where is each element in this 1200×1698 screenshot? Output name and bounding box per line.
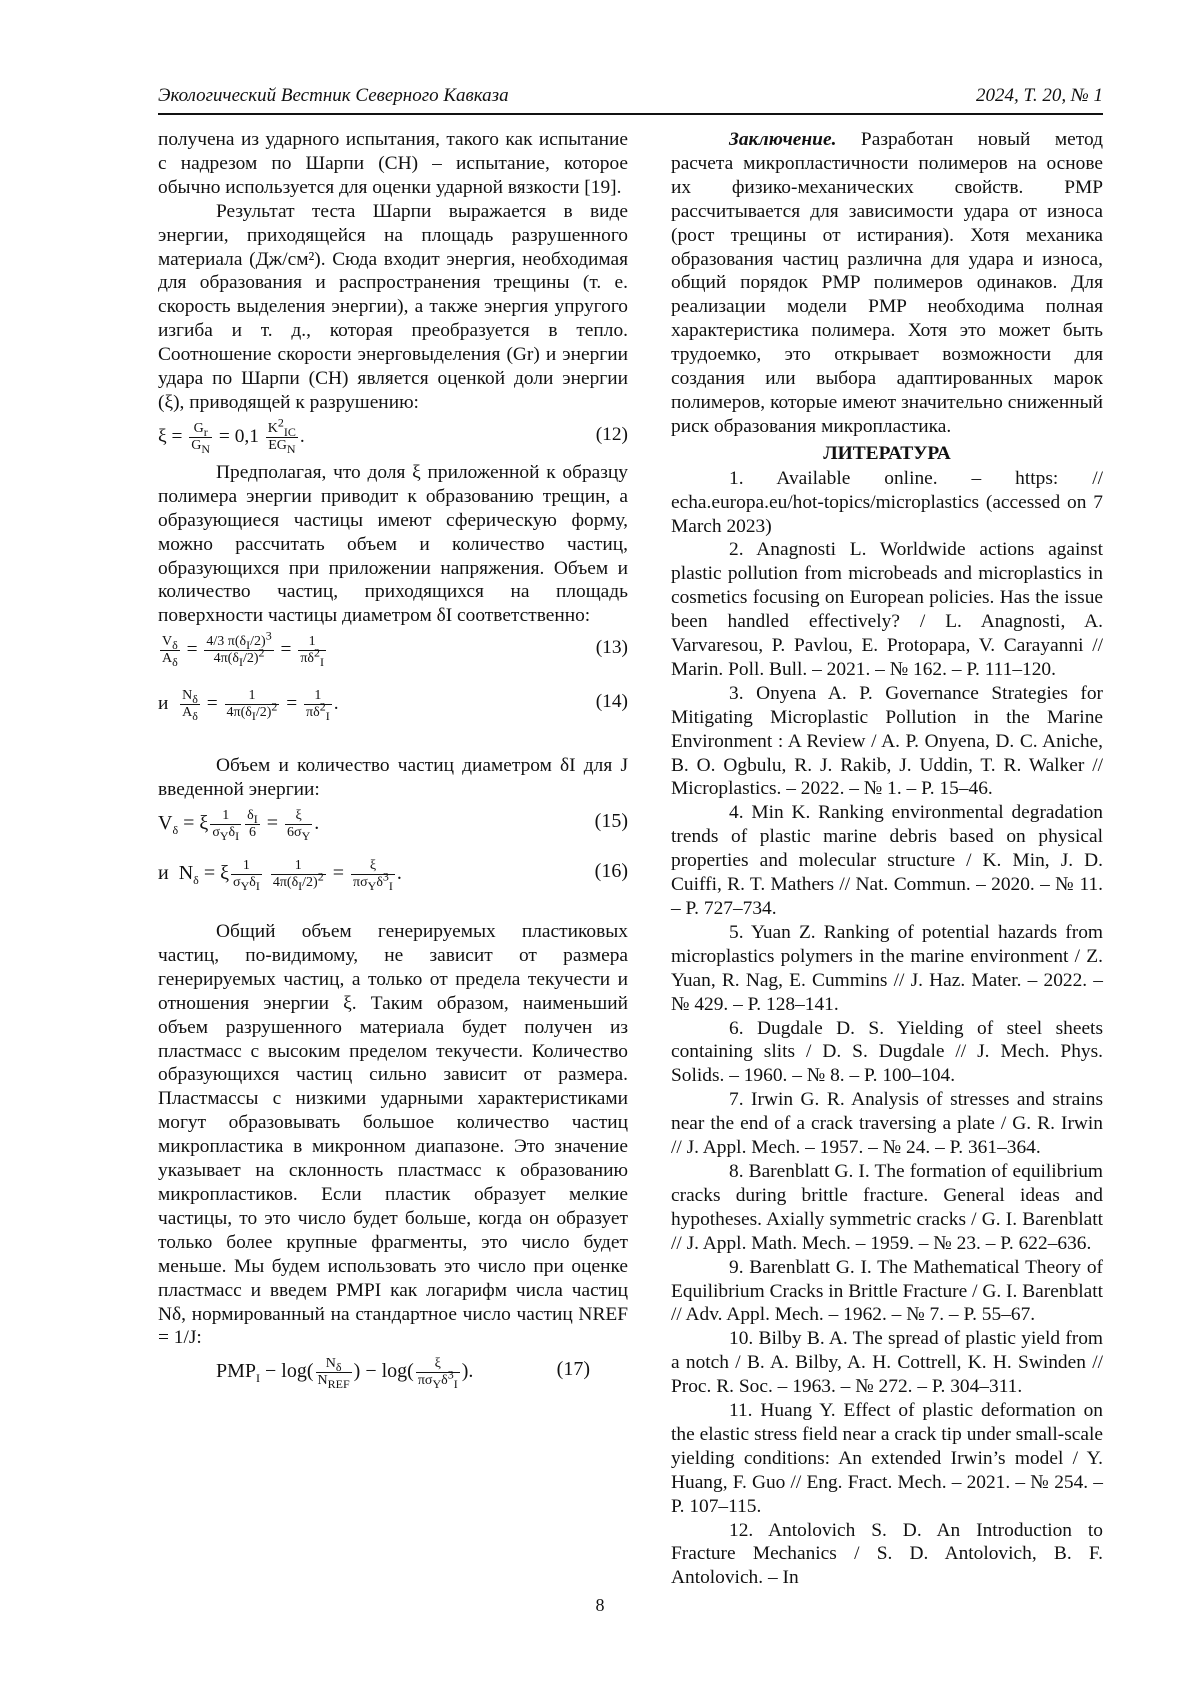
references-list: [671, 467, 1103, 1591]
equation-16: [158, 854, 628, 902]
reference-item: 11. Huang Y. Effect of plastic deformation on the elastic stress field near a crack tip under small-scale yielding conditions: An extended Irwin’s model / Y. Huang, F. Guo // Eng. Fract. Mech. – 2021. – № 254. – P. 107–115.: [671, 1400, 1103, 1517]
paragraph-4: Объем и количество частиц диаметром δI для J введенной энергии:: [158, 755, 628, 801]
paragraph-2: Результат теста Шарпи выражается в виде энергии, приходящейся на площадь разрушенного материала (Дж/см²). Сюда входит энергия, необходимая для образования и распространения трещины (т. е. скорость выделения энергии), а также энергия упругого изгиба и т. д., которая преобразуется в тепло. Соотношение скорости энерговыделения (Gr) и энергии удара по Шарпи (СН) является оценкой доли энергии (ξ), приводящей к разрушению:: [158, 200, 628, 413]
equation-17-number: (17): [556, 1358, 590, 1381]
reference-item: 9. Barenblatt G. I. The Mathematical Theory of Equilibrium Cracks in Brittle Fracture / G. I. Barenblatt // Adv. Appl. Mech. – 1962. – № 7. – P. 55–67.: [671, 1256, 1103, 1326]
equation-13: [158, 630, 628, 682]
reference-item: 2. Anagnosti L. Worldwide actions against plastic pollution from microbeads and microplastics in cosmetics focusing on European policies. Has the issue been handled effectively? / L. Anagnosti, A. Varvaresou, P. Pavlou, E. Protopapa, V. Carayanni // Marin. Poll. Bull. – 2021. – № 162. – P. 111–120.: [671, 539, 1103, 680]
equation-16-conjunction: и: [158, 862, 169, 885]
paragraph-5: Общий объем генерируемых пластиковых частиц, по-видимому, не зависит от размера генерируемых частиц, а только от предела текучести и отношения энергии ξ. Таким образом, наименьший объем разрушенного материала будет получен из пластмасс с высоким пределом текучести. Количество образующихся частиц сильно зависит от размера. Пластмассы с низкими ударными характеристиками могут образовывать большое количество частиц микропластика в микронном диапазоне. Это значение указывает на склонность пластмасс к образованию микропластиков. Если пластик образует мелкие частицы, то это число будет больше, когда он образует только более крупные фрагменты, это число будет меньше. Мы будем использовать это число при оценке пластмасс и введем PMPI как логарифм числа частиц Nδ, нормированный на стандартное число частиц NREF = 1/J:: [158, 921, 628, 1349]
reference-item: 8. Barenblatt G. I. The formation of equilibrium cracks during brittle fracture. General ideas and hypotheses. Axially symmetric cracks / G. I. Barenblatt // J. Appl. Math. Mech. – 1959. – № 23. – P. 622–636.: [671, 1160, 1103, 1254]
references-heading: ЛИТЕРАТУРА: [823, 442, 951, 464]
conclusion-paragraph: [671, 128, 1103, 439]
reference-item: 1. Available online. – https: // echa.europa.eu/hot-topics/microplastics (accessed on 7 March 2023): [671, 467, 1103, 537]
paragraph-3: Предполагая, что доля ξ приложенной к образцу полимера энергии приводит к образованию трещин, а образующиеся частицы имеют сферическую форму, можно рассчитать объем и количество частиц, образующихся при приложении напряжения. Объем и количество частиц, приходящихся на площадь поверхности частицы диаметром δI соответственно:: [158, 461, 628, 627]
equation-13-formula: $\frac{V_\delta}{A_\delta}$ = $\frac{4/3 \pi(\delta_I/2)^3}{4\pi(\delta_I/2)^2}$ = $\frac{1}{\pi\delta^2_I}$: [162, 628, 325, 670]
equation-14: [158, 684, 628, 736]
paragraph-1: получена из ударного испытания, такого как испытание с надрезом по Шарпи (СН) – испытание, которое обычно используется для оценки ударной вязкости [19].: [158, 129, 628, 198]
page-number: 8: [595, 1595, 605, 1615]
equation-17: [158, 1352, 628, 1396]
spacer: [158, 904, 628, 920]
left-column: [158, 128, 628, 1398]
equation-17-formula: $PMP_I - \log$( $\frac{N_\delta}{N_{REF}}$ ) − log( $\frac{\xi}{\pi\sigma_Y\delta^3_I}$ ).: [216, 1356, 474, 1392]
equation-13-number: (13): [595, 637, 628, 659]
right-column: [671, 128, 1103, 1590]
equation-12-formula: ξ = $\frac{G_r}{G_N}$ = 0,1 $\frac{K^2_{IC}}{EG_N}$ .: [158, 415, 305, 456]
reference-item: 3. Onyena A. P. Governance Strategies for Mitigating Microplastic Pollution in the Marine Environment : A Review / A. P. Onyena, D. C. Aniche, B. O. Ogbulu, R. J. Rakib, J. Uddin, T. R. Walker // Microplastics. – 2022. – № 1. – P. 15–46.: [671, 682, 1103, 800]
equation-15: [158, 804, 628, 852]
equation-15-formula: $V_\delta = \xi$ $\frac{1}{\sigma_Y\delta_I}$ $\frac{\delta_I}{6}$ = $\frac{\xi}{6\sigma_Y}$ .: [158, 808, 320, 843]
equation-15-number: (15): [594, 810, 628, 833]
reference-item: 12. Antolovich S. D. An Introduction to Fracture Mechanics / S. D. Antolovich, B. F. Antolovich. – In: [671, 1519, 1103, 1589]
journal-title: Экологический Вестник Северного Кавказа: [158, 85, 509, 106]
header-rule: [158, 113, 1103, 115]
equation-12: [158, 417, 628, 459]
reference-item: 7. Irwin G. R. Analysis of stresses and strains near the end of a crack traversing a plate / G. R. Irwin // J. Appl. Mech. – 1957. – № 24. – P. 361–364.: [671, 1089, 1103, 1159]
equation-14-conjunction: и: [158, 693, 169, 715]
reference-item: 4. Min K. Ranking environmental degradation trends of plastic marine debris based on physical properties and molecular structure / K. Min, J. D. Cuiffi, R. T. Mathers // Nat. Commun. – 2020. – № 11. – P. 727–734.: [671, 802, 1103, 919]
conclusion-text: Разработан новый метод расчета микропластичности полимеров на основе их физико-механических свойств. PMP рассчитывается для зависимости удара от износа (рост трещины от истирания). Хотя механика образования частиц различна для удара и износа, общий порядок PMP полимеров одинаков. Для реализации модели PMP необходима полная характеристика полимера. Хотя это может быть трудоемко, это открывает возможности для создания или выбора адаптированных марок полимеров, которые имеют значительно сниженный риск образования микропластика.: [671, 129, 1103, 437]
conclusion-title: Заключение.: [729, 129, 837, 150]
issue-info: 2024, Т. 20, № 1: [975, 85, 1103, 106]
equation-12-number: (12): [595, 423, 628, 445]
reference-item: 6. Dugdale D. S. Yielding of steel sheets containing slits / D. S. Dugdale // J. Mech. Phys. Solids. – 1960. – № 8. – P. 100–104.: [671, 1017, 1103, 1087]
spacer: [158, 738, 628, 754]
equation-14-formula: и $\frac{N_\delta}{A_\delta}$ = $\frac{1}{4\pi(\delta_I/2)^2}$ = $\frac{1}{\pi\delta^2_I}$ .: [158, 688, 339, 724]
equation-16-formula: и $N_\delta = \xi$ $\frac{1}{\sigma_Y\delta_I}$ $\frac{1}{4\pi(\delta_I/2)^2}$ = $\frac{\xi}{\pi\sigma_Y\delta^3_I}$ .: [158, 858, 402, 893]
reference-item: 10. Bilby B. A. The spread of plastic yield from a notch / B. A. Bilby, A. H. Cottrell, K. H. Swinden // Proc. R. Soc. – 1963. – № 272. – P. 304–311.: [671, 1328, 1103, 1398]
equation-16-number: (16): [594, 860, 628, 883]
equation-14-number: (14): [595, 691, 628, 713]
reference-item: 5. Yuan Z. Ranking of potential hazards from microplastics polymers in the marine environment / Z. Yuan, R. Nag, E. Cummins // J. Haz. Mater. – 2022. – № 429. – P. 128–141.: [671, 921, 1103, 1015]
